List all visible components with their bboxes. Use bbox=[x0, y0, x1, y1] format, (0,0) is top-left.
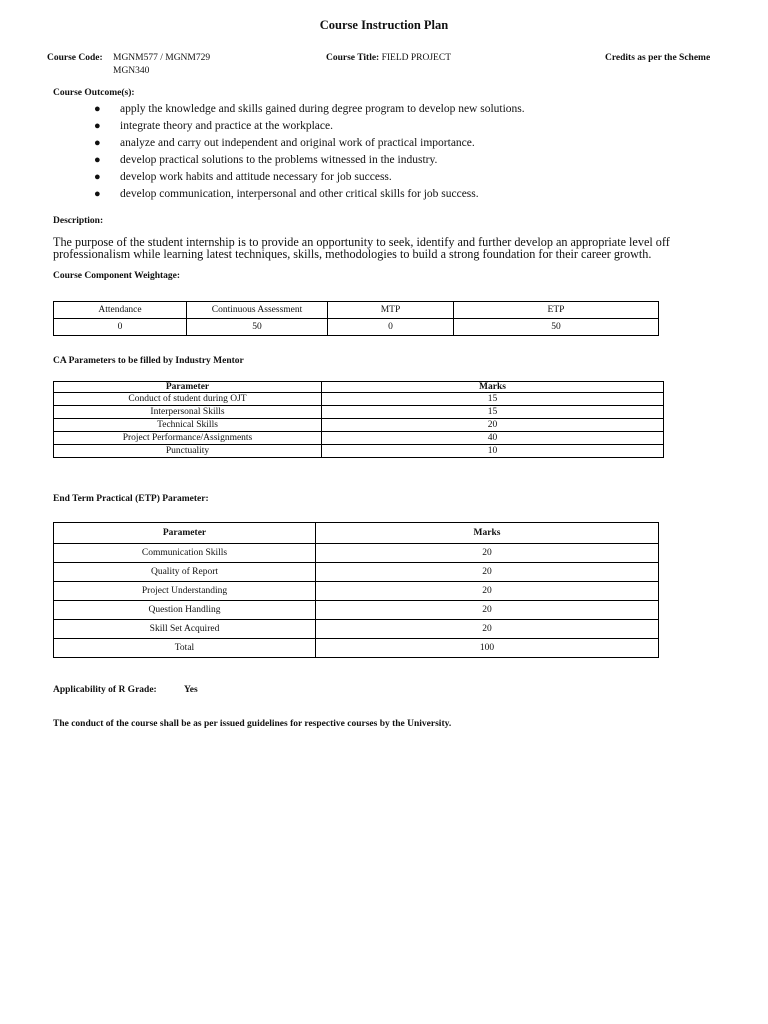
table-row bbox=[54, 544, 659, 563]
bullet-icon: ● bbox=[94, 120, 101, 132]
course-title-value: FIELD PROJECT bbox=[381, 53, 452, 63]
etp-table bbox=[53, 522, 659, 658]
table-row bbox=[54, 406, 664, 419]
table-cell: 20 bbox=[316, 563, 659, 582]
table-cell: Communication Skills bbox=[54, 544, 316, 563]
table-row bbox=[54, 620, 659, 639]
table-row bbox=[54, 445, 664, 458]
bullet-icon: ● bbox=[94, 171, 101, 183]
table-row bbox=[54, 432, 664, 445]
r-grade bbox=[53, 685, 157, 695]
course-code-value bbox=[113, 52, 210, 78]
table-cell: Project Performance/Assignments bbox=[54, 432, 322, 445]
table-cell: 20 bbox=[316, 601, 659, 620]
outcome-item: ● develop practical solutions to the problems witnessed in the industry. bbox=[94, 152, 525, 169]
ca-table bbox=[53, 381, 664, 458]
weightage-heading: Course Component Weightage: bbox=[53, 271, 181, 281]
table-cell: 0 bbox=[54, 319, 187, 336]
outcomes-heading: Course Outcome(s): bbox=[53, 88, 135, 98]
table-cell: 20 bbox=[316, 582, 659, 601]
table-cell: Interpersonal Skills bbox=[54, 406, 322, 419]
table-cell: Question Handling bbox=[54, 601, 316, 620]
ca-heading: CA Parameters to be filled by Industry Mentor bbox=[53, 356, 244, 366]
table-row bbox=[54, 639, 659, 658]
table-header-cell: Continuous Assessment bbox=[187, 302, 328, 319]
etp-heading: End Term Practical (ETP) Parameter: bbox=[53, 494, 209, 504]
table-cell: 20 bbox=[316, 620, 659, 639]
credits: Credits as per the Scheme bbox=[605, 53, 711, 63]
table-cell: 20 bbox=[316, 544, 659, 563]
course-title-label: Course Title: bbox=[326, 53, 380, 63]
table-row bbox=[54, 601, 659, 620]
course-code-value-line2: MGN340 bbox=[113, 66, 150, 76]
table-row bbox=[54, 393, 664, 406]
table-cell: 15 bbox=[322, 393, 664, 406]
table-row bbox=[54, 582, 659, 601]
bullet-icon: ● bbox=[94, 188, 101, 200]
table-cell: 100 bbox=[316, 639, 659, 658]
course-code-label: Course Code: bbox=[47, 53, 103, 63]
table-row bbox=[54, 563, 659, 582]
outcome-item: ● develop communication, interpersonal and other critical skills for job success. bbox=[94, 186, 525, 203]
weightage-table bbox=[53, 301, 659, 336]
table-cell: 40 bbox=[322, 432, 664, 445]
course-title bbox=[326, 52, 451, 65]
table-cell: 20 bbox=[322, 419, 664, 432]
table-cell: Conduct of student during OJT bbox=[54, 393, 322, 406]
outcome-item: ● analyze and carry out independent and original work of practical importance. bbox=[94, 135, 525, 152]
table-header-cell: Parameter bbox=[54, 382, 322, 393]
table-cell: Skill Set Acquired bbox=[54, 620, 316, 639]
r-grade-value: Yes bbox=[184, 685, 198, 695]
table-row bbox=[54, 523, 659, 544]
outcome-item: ● integrate theory and practice at the workplace. bbox=[94, 118, 525, 135]
table-row bbox=[54, 382, 664, 393]
course-code-value-line1: MGNM577 / MGNM729 bbox=[113, 53, 211, 63]
footer-note: The conduct of the course shall be as per issued guidelines for respective courses by the University. bbox=[53, 719, 452, 729]
table-cell: 15 bbox=[322, 406, 664, 419]
table-cell: Technical Skills bbox=[54, 419, 322, 432]
table-cell: Project Understanding bbox=[54, 582, 316, 601]
table-row bbox=[54, 302, 659, 319]
bullet-icon: ● bbox=[94, 137, 101, 149]
table-row bbox=[54, 419, 664, 432]
page-title: Course Instruction Plan bbox=[319, 18, 449, 32]
table-cell: 10 bbox=[322, 445, 664, 458]
description-text: The purpose of the student internship is to provide an opportunity to seek, identify and further develop an appropriate level off professionalism while learning latest techniques, skills, methodologies to build a strong foundation for their career growth. bbox=[53, 235, 670, 261]
table-cell: Punctuality bbox=[54, 445, 322, 458]
outcomes-list bbox=[94, 101, 525, 203]
table-header-cell: Marks bbox=[322, 382, 664, 393]
table-header-cell: Marks bbox=[316, 523, 659, 544]
table-cell: 50 bbox=[454, 319, 659, 336]
table-header-cell: ETP bbox=[454, 302, 659, 319]
description-heading: Description: bbox=[53, 216, 104, 226]
table-cell: Total bbox=[54, 639, 316, 658]
table-cell: Quality of Report bbox=[54, 563, 316, 582]
table-header-cell: Attendance bbox=[54, 302, 187, 319]
table-cell: 50 bbox=[187, 319, 328, 336]
outcome-item: ● apply the knowledge and skills gained during degree program to develop new solutions. bbox=[94, 101, 525, 118]
outcome-item: ● develop work habits and attitude necessary for job success. bbox=[94, 169, 525, 186]
table-cell: 0 bbox=[328, 319, 454, 336]
table-row bbox=[54, 319, 659, 336]
bullet-icon: ● bbox=[94, 103, 101, 115]
r-grade-label: Applicability of R Grade: bbox=[53, 685, 157, 695]
course-code bbox=[47, 52, 103, 65]
table-header-cell: Parameter bbox=[54, 523, 316, 544]
bullet-icon: ● bbox=[94, 154, 101, 166]
table-header-cell: MTP bbox=[328, 302, 454, 319]
